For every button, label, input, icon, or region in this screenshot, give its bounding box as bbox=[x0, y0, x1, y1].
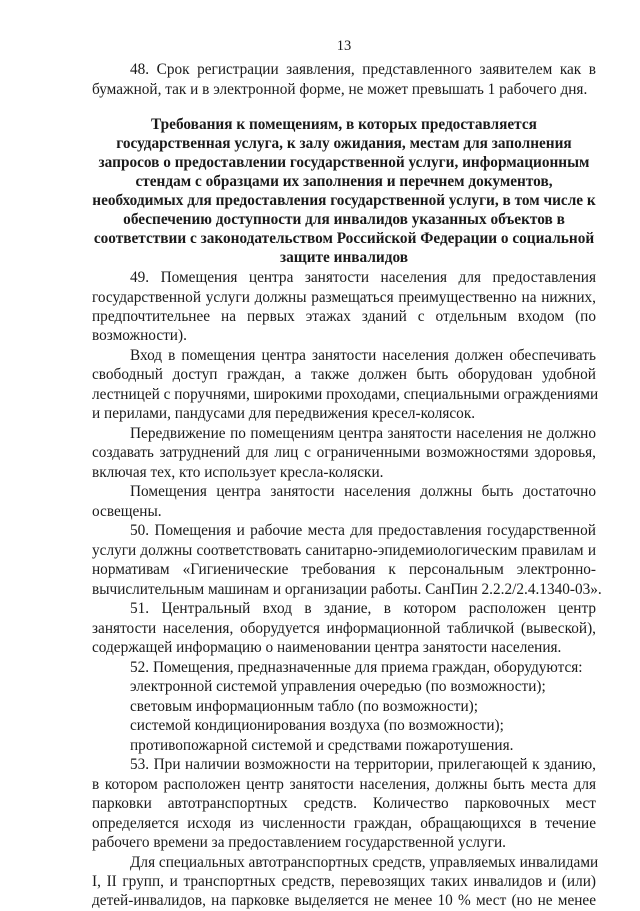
para-49-line: возможности). bbox=[92, 327, 187, 344]
section-heading-line: соответствии с законодательством Российской Федерации о социальной bbox=[93, 230, 595, 247]
para-special-line: I, II групп, и транспортных средств, перевозящих таких инвалидов и (или) bbox=[92, 873, 596, 890]
para-49-line: предпочтительнее на первых этажах зданий с отдельным входом (по bbox=[92, 308, 596, 325]
para-50-line: 50. Помещения и рабочие места для предоставления государственной bbox=[130, 522, 596, 539]
para-52-list-item: электронной системой управления очередью (по возможности); bbox=[130, 678, 546, 695]
para-51-line: содержащей информацию о наименовании центра занятости населения. bbox=[92, 639, 562, 656]
para-special-line: Для специальных автотранспортных средств, управляемых инвалидами bbox=[130, 854, 599, 871]
para-lighting-line: освещены. bbox=[92, 503, 162, 520]
para-51-line: 51. Центральный вход в здание, в котором расположен центр bbox=[130, 600, 596, 617]
para-entrance-line: лестницей с поручнями, широкими проходами, специальными ограждениями bbox=[92, 386, 599, 403]
para-entrance-line: свободный доступ граждан, а также должен быть оборудован удобной bbox=[92, 366, 596, 383]
section-heading-line: необходимых для предоставления государственной услуги, в том числе к bbox=[92, 192, 596, 209]
para-52-list-item: световым информационным табло (по возможности); bbox=[130, 698, 478, 715]
section-heading-line: обеспечению доступности для инвалидов указанных объектов в bbox=[123, 211, 565, 228]
para-movement-line: включая тех, кто использует кресла-коляски. bbox=[92, 464, 384, 481]
para-49-line: государственной услуги должны размещаться преимущественно на нижних, bbox=[92, 289, 596, 306]
section-heading-line: Требования к помещениям, в которых предоставляется bbox=[151, 116, 537, 133]
para-50-line: нормативам «Гигиенические требования к персональным электронно- bbox=[92, 561, 596, 578]
para-51-line: занятости населения, оборудуется информационной табличкой (вывеской), bbox=[92, 620, 596, 637]
page-number: 13 bbox=[336, 38, 352, 54]
para-special-line: детей-инвалидов, на парковке выделяется не менее 10 % мест (но не менее bbox=[92, 892, 596, 909]
para-52-line: 52. Помещения, предназначенные для приема граждан, оборудуются: bbox=[130, 659, 583, 676]
para-52-list-item: противопожарной системой и средствами пожаротушения. bbox=[130, 737, 514, 754]
para-50-line: вычислительным машинам и организации работы. СанПин 2.2.2/2.4.1340-03». bbox=[92, 581, 602, 598]
para-48-line: 48. Срок регистрации заявления, представленного заявителем как в bbox=[130, 61, 596, 78]
para-entrance-line: и перилами, пандусами для передвижения кресел-колясок. bbox=[92, 405, 476, 422]
section-heading-line: государственная услуга, к залу ожидания, местам для заполнения bbox=[116, 135, 572, 152]
para-50-line: услуги должны соответствовать санитарно-эпидемиологическим правилам и bbox=[92, 542, 596, 559]
para-52-list-item: системой кондиционирования воздуха (по возможности); bbox=[130, 717, 504, 734]
para-49-line: 49. Помещения центра занятости населения для предоставления bbox=[130, 269, 596, 286]
para-entrance-line: Вход в помещения центра занятости населения должен обеспечивать bbox=[130, 347, 596, 364]
section-heading-line: запросов о предоставлении государственной услуги, информационным bbox=[98, 154, 590, 171]
section-heading-line: защите инвалидов bbox=[280, 249, 408, 266]
para-53-line: парковки автотранспортных средств. Количество парковочных мест bbox=[92, 795, 596, 812]
para-48-line: бумажной, так и в электронной форме, не может превышать 1 рабочего дня. bbox=[92, 81, 588, 98]
para-53-line: 53. При наличии возможности на территории, прилегающей к зданию, bbox=[130, 756, 596, 773]
para-53-line: рабочего времени за предоставлением государственной услуги. bbox=[92, 834, 506, 851]
para-movement-line: создавать затруднений для лиц с ограниченными возможностями здоровья, bbox=[92, 444, 596, 461]
para-lighting-line: Помещения центра занятости населения должны быть достаточно bbox=[130, 483, 596, 500]
section-heading-line: стендам с образцами их заполнения и перечнем документов, bbox=[135, 173, 553, 190]
para-movement-line: Передвижение по помещениям центра занятости населения не должно bbox=[130, 425, 596, 442]
para-53-line: определяется исходя из численности граждан, обращающихся в течение bbox=[92, 815, 596, 832]
para-53-line: в котором расположен центр занятости населения, должны быть места для bbox=[92, 776, 596, 793]
